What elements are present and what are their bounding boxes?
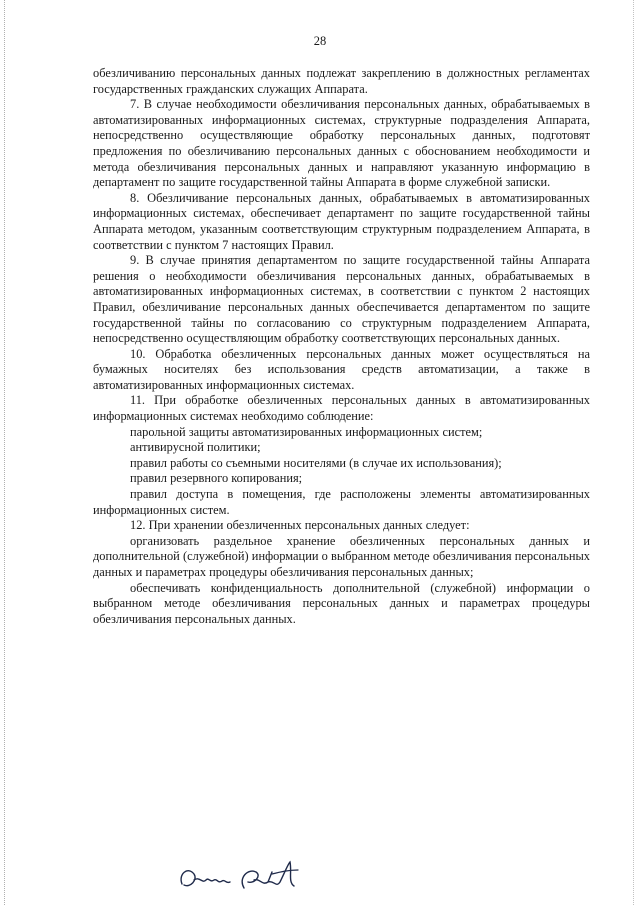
handwritten-signature xyxy=(176,858,306,898)
list-item: правил работы со съемными носителями (в случае их использования); xyxy=(130,455,502,470)
list-item: парольной защиты автоматизированных информационных систем; xyxy=(130,424,483,439)
paragraph-7: 7. В случае необходимости обезличивания персональных данных, обрабатываемых в автоматизированных информационных системах, структурные подразделения Аппарата, непосредственно осуществляющие обработку персональных данных, подготовят предложения по обезличиванию персональных данных с обоснованием необходимости и метода обезличивания персональных данных и направляют указанную информацию в департамент по защите государственной тайны Аппарата в форме служебной записки. xyxy=(93,97,590,190)
paragraph-12: 12. При хранении обезличенных персональных данных следует: xyxy=(130,518,470,533)
paragraph-9: 9. В случае принятия департаментом по защите государственной тайны Аппарата решения о необходимости обезличивания персональных данных, обрабатываемых в автоматизированных информационных системах, в соответствии с пунктом 2 настоящих Правил, обезличивание персональных данных обеспечивается департаментом по защите государственной тайны по согласованию со структурным подразделением Аппарата, непосредственно осуществляющим обработку соответствующих персональных данных. xyxy=(93,253,590,346)
paragraph-continuation: обезличиванию персональных данных подлежат закреплению в должностных регламентах государственных гражданских служащих Аппарата. xyxy=(93,66,590,96)
list-item: антивирусной политики; xyxy=(130,440,261,455)
document-body xyxy=(93,66,590,627)
scan-edge-right xyxy=(633,0,634,905)
list-item: правил доступа в помещения, где расположены элементы автоматизированных информационных систем. xyxy=(93,487,590,517)
paragraph-11: 11. При обработке обезличенных персональных данных в автоматизированных информационных системах необходимо соблюдение: xyxy=(93,393,590,424)
list-item: обеспечивать конфиденциальность дополнительной (служебной) информации о выбранном методе обезличивания персональных данных и параметрах процедуры обезличивания персональных данных. xyxy=(93,580,590,626)
paragraph-10: 10. Обработка обезличенных персональных данных может осуществляться на бумажных носителях без использования средств автоматизации, а также в автоматизированных информационных системах. xyxy=(93,346,590,392)
page-number: 28 xyxy=(313,34,327,48)
scan-edge-left xyxy=(4,0,5,905)
paragraph-8: 8. Обезличивание персональных данных, обрабатываемых в автоматизированных информационных системах, обеспечивает департамент по защите государственной тайны Аппарата методом, указанным соответствующим структурным подразделением Аппарата, в соответствии с пунктом 7 настоящих Правил. xyxy=(93,190,590,252)
list-item: правил резервного копирования; xyxy=(130,471,303,486)
list-item: организовать раздельное хранение обезличенных персональных данных и дополнительной (служебной) информации о выбранном методе обезличивания персональных данных и параметрах процедуры обезличивания персональных данных; xyxy=(93,533,590,579)
